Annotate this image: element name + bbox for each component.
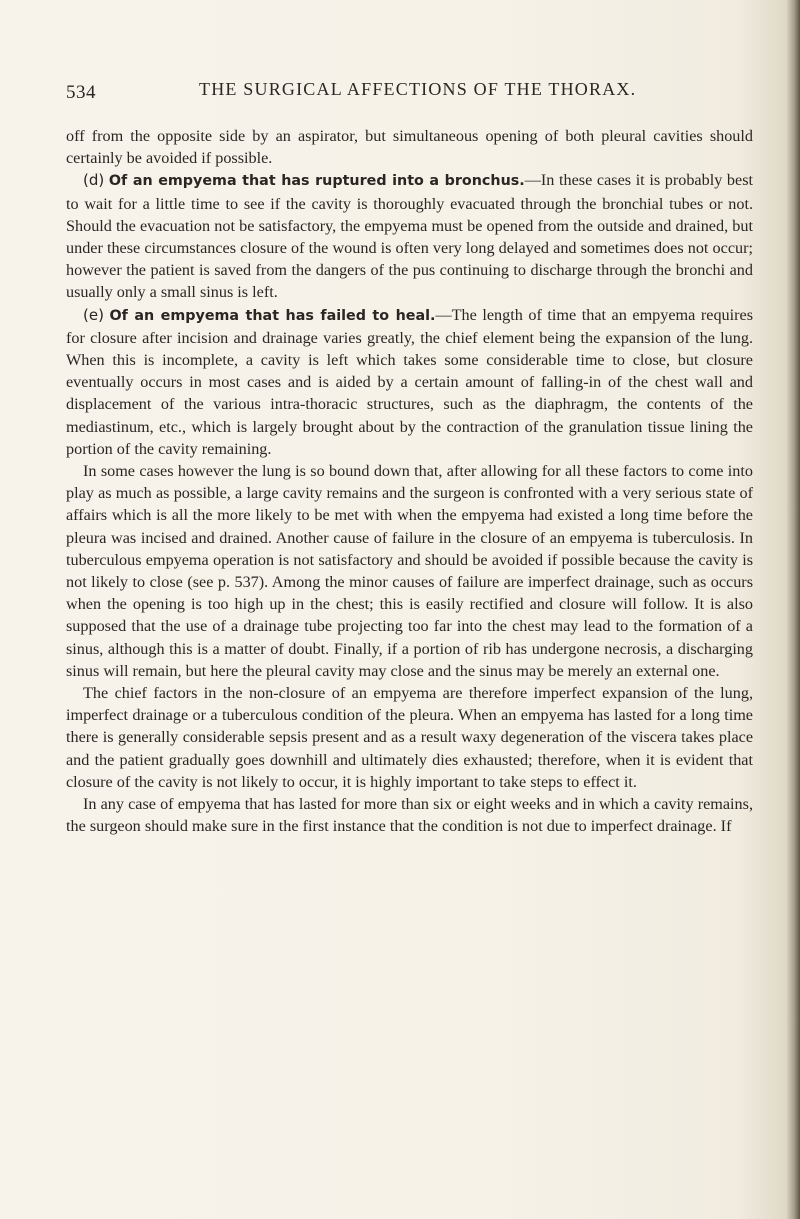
paragraph-failed-to-heal [66, 304, 753, 460]
paragraph-any-case [66, 793, 753, 837]
paragraph-text: In some cases however the lung is so bound down that, after allowing for all these factors to come into play as much as possible, a large cavity remains and the surgeon is confronted with a very serious state of affairs which is all the more likely to be met with when the empyema had existed a long time before the pleura was incised and drained. Another cause of failure in the closure of an empyema is tuberculosis. In tuberculous empyema operation is not satisfactory and should be avoided if possible because the cavity is not likely to close (see p. 537). Among the minor causes of failure are imperfect drainage, such as occurs when the opening is too high up in the chest; this is easily rectified and closure will follow. It is also supposed that the use of a drainage tube projecting too far into the chest may lead to the formation of a sinus, although this is a matter of doubt. Finally, if a portion of rib has undergone necrosis, a discharging sinus will remain, but here the pleural cavity may close and the sinus may be merely an external one. [66, 462, 753, 680]
page-number: 534 [66, 82, 96, 103]
paragraph-chief-factors [66, 682, 753, 793]
paragraph-text: In any case of empyema that has lasted for more than six or eight weeks and in which a cavity remains, the surgeon should make sure in the first instance that the condition is not due to imperfect drainage. If [66, 795, 753, 836]
section-heading: Of an empyema that has ruptured into a bronchus. [108, 173, 525, 190]
running-head: THE SURGICAL AFFECTIONS OF THE THORAX. [199, 79, 637, 99]
paragraph-bound-lung [66, 460, 753, 682]
paragraph-text: —In these cases it is probably best to wait for a little time to see if the cavity is thoroughly evacuated through the bronchial tubes or not. Should the evacuation not be satisfactory, the empyema must be opened from the outside and drained, but under these circumstances closure of the wound is often very long delayed and sometimes does not occur; however the patient is saved from the dangers of the pus continuing to discharge through the bronchi and usually only a small sinus is left. [66, 171, 753, 302]
paragraph-text: The chief factors in the non-closure of an empyema are therefore imperfect expansion of the lung, imperfect drainage or a tuberculous condition of the pleura. When an empyema has lasted for a long time there is generally considerable sepsis present and as a result waxy degeneration of the viscera takes place and the patient gradually goes downhill and ultimately dies exhausted; therefore, when it is evident that closure of the cavity is not likely to occur, it is highly important to take steps to effect it. [66, 684, 753, 791]
paragraph-continuation [66, 125, 753, 169]
section-heading: Of an empyema that has failed to heal. [109, 307, 436, 324]
page-header [66, 79, 746, 108]
paragraph-ruptured-empyema [66, 169, 753, 303]
page-edge-shadow [786, 0, 800, 1219]
section-marker: (d) [83, 171, 105, 190]
body-text [66, 125, 753, 838]
paragraph-text: —The length of time that an empyema requires for closure after incision and drainage varies greatly, the chief element being the expansion of the lung. When this is incomplete, a cavity is left which takes some considerable time to close, but closure eventually occurs in most cases and is aided by a certain amount of falling-in of the chest wall and displacement of the various intra-thoracic structures, such as the diaphragm, the contents of the mediastinum, etc., which is largely brought about by the contraction of the granulation tissue lining the portion of the cavity remaining. [66, 305, 754, 458]
paragraph-text: off from the opposite side by an aspirator, but simultaneous opening of both pleural cavities should certainly be avoided if possible. [66, 127, 753, 168]
section-marker: (e) [83, 305, 104, 324]
